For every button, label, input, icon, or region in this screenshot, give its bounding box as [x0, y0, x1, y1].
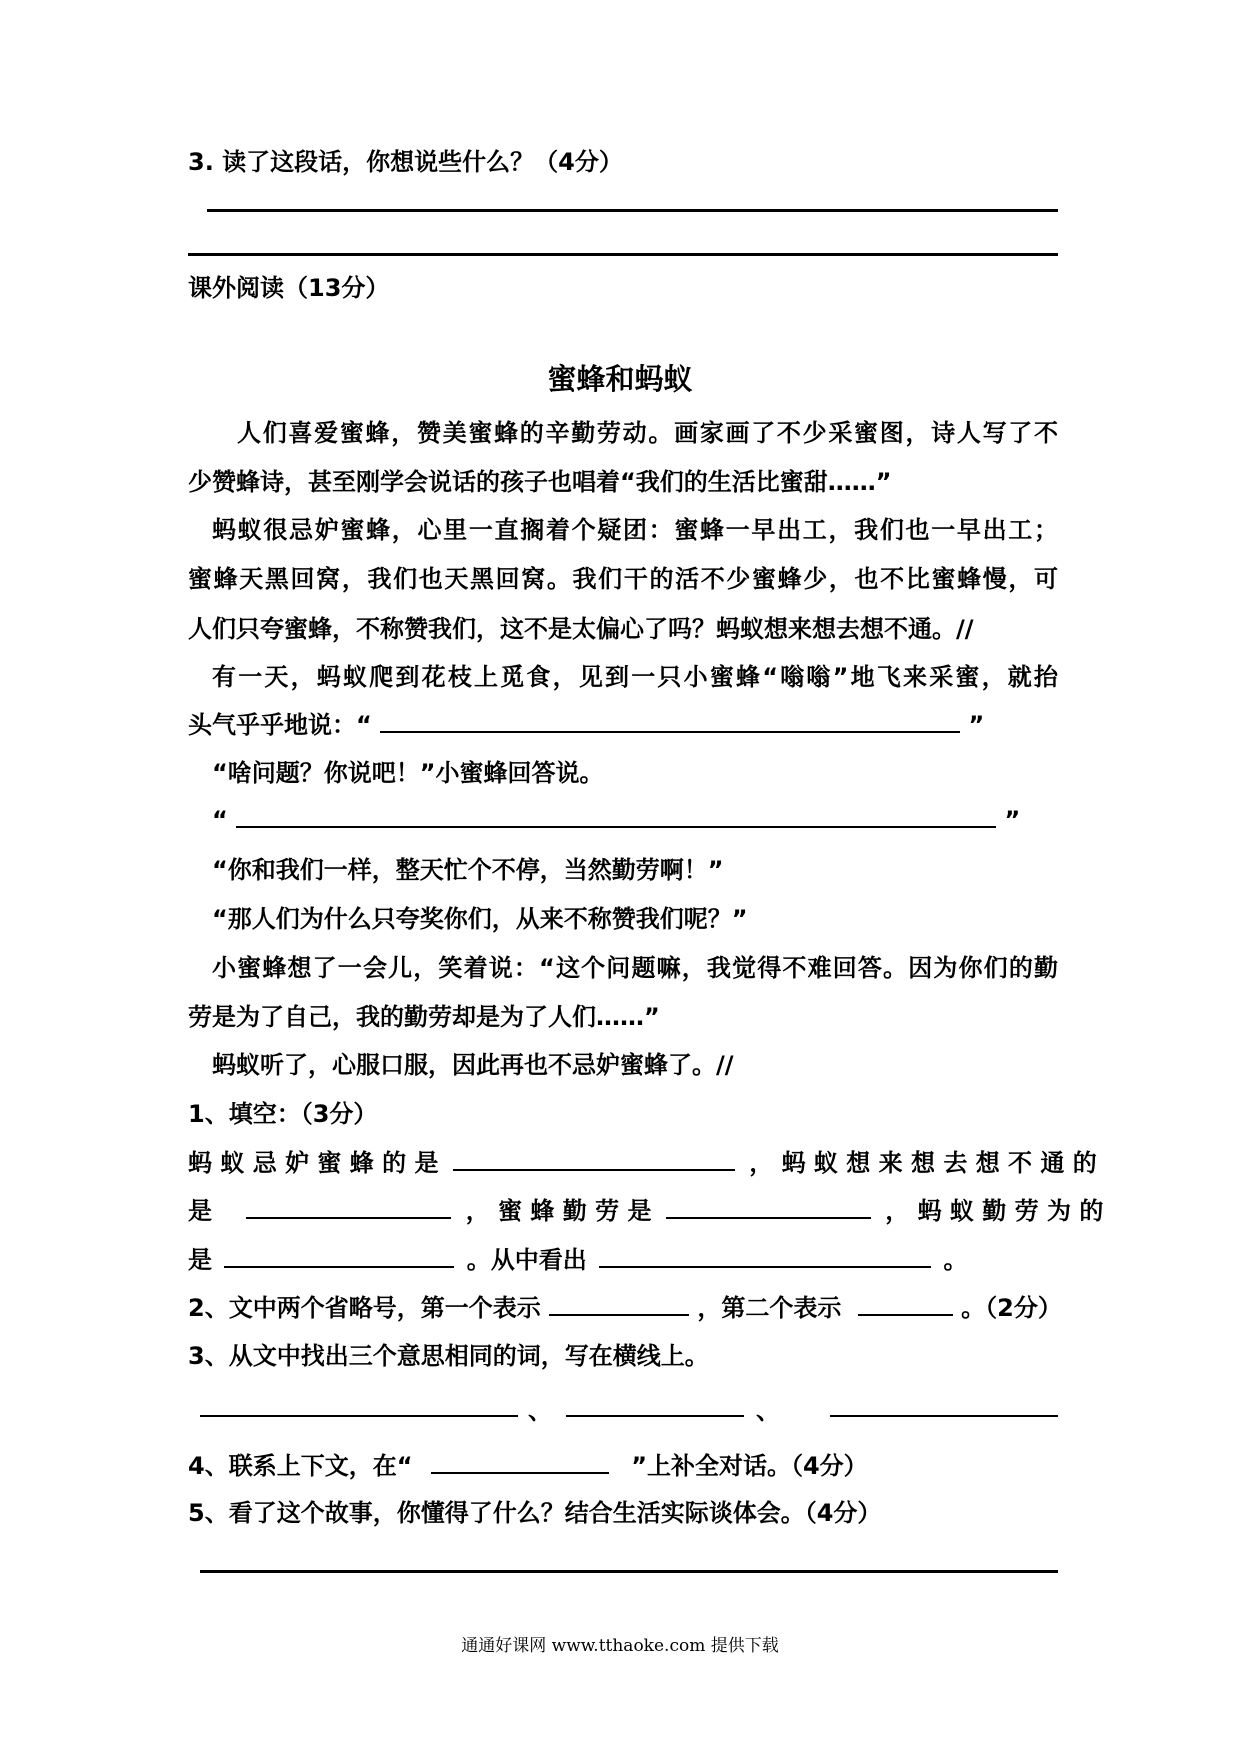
- answer-blank[interactable]: [224, 1244, 454, 1268]
- passage-line: 人们只夸蜜蜂，不称赞我们，这不是太偏心了吗？蚂蚁想来想去想不通。//: [188, 615, 974, 643]
- answer-blank[interactable]: [599, 1244, 931, 1268]
- question-text: ， 蚂 蚁 勤 劳 为 的: [885, 1197, 1104, 1225]
- question-1-line: [188, 1146, 1097, 1180]
- question-1-line: [188, 1243, 1058, 1277]
- answer-blank[interactable]: [858, 1292, 953, 1316]
- question-3b-label: 3、从文中找出三个意思相同的词，写在横线上。: [188, 1342, 709, 1370]
- quote-mark: ”: [968, 711, 985, 739]
- dialogue-blank[interactable]: [236, 804, 996, 828]
- question-text: 。（2分）: [961, 1294, 1062, 1322]
- section-heading: 课外阅读（13分）: [188, 274, 390, 302]
- passage-line: 蜜蜂天黑回窝，我们也天黑回窝。我们干的活不少蜜蜂少，也不比蜜蜂慢，可: [188, 565, 1058, 593]
- passage-line: 小蜜蜂想了一会儿，笑着说：“这个问题嘛，我觉得不难回答。因为你们的勤: [212, 954, 1058, 982]
- question-3-prompt: 3. 读了这段话，你想说些什么？（4分）: [188, 148, 623, 176]
- question-text: 蚂 蚁 忌 妒 蜜 蜂 的 是: [188, 1149, 439, 1177]
- question-text: 是: [188, 1246, 212, 1274]
- question-text: ， 蚂 蚁 想 来 想 去 想 不 通 的: [749, 1149, 1097, 1177]
- answer-line[interactable]: [830, 1415, 1058, 1417]
- question-text: 4、联系上下文，在“: [188, 1452, 413, 1480]
- question-1-label: 1、填空：（3分）: [188, 1100, 378, 1128]
- question-text: ”上补全对话。（4分）: [631, 1452, 868, 1480]
- separator: 、: [756, 1397, 780, 1425]
- question-text: ， 蜜 蜂 勤 劳 是: [465, 1197, 652, 1225]
- passage-line: 少赞蜂诗，甚至刚学会说话的孩子也唱着“我们的生活比蜜甜……”: [188, 468, 892, 496]
- question-text: 2、文中两个省略号，第一个表示: [188, 1294, 541, 1322]
- answer-blank[interactable]: [453, 1147, 735, 1171]
- passage-line: 蚂蚁很忌妒蜜蜂，心里一直搁着个疑团：蜜蜂一早出工，我们也一早出工；: [212, 516, 1058, 544]
- passage-line: “你和我们一样，整天忙个不停，当然勤劳啊！”: [212, 856, 724, 884]
- question-4-line: [188, 1449, 1058, 1483]
- answer-line: [207, 209, 1058, 212]
- passage-line: 有一天，蚂蚁爬到花枝上觅食，见到一只小蜜蜂“嗡嗡”地飞来采蜜，就抬: [212, 663, 1058, 691]
- passage-line: “那人们为什么只夸奖你们，从来不称赞我们呢？”: [212, 905, 748, 933]
- footer-credit: 通通好课网 www.tthaoke.com 提供下载: [461, 1636, 779, 1656]
- passage-line: 人们喜爱蜜蜂，赞美蜜蜂的辛勤劳动。画家画了不少采蜜图，诗人写了不: [237, 419, 1058, 447]
- dialogue-blank[interactable]: [380, 709, 960, 733]
- answer-blank[interactable]: [549, 1292, 689, 1316]
- passage-line-with-blank: [188, 708, 1058, 742]
- answer-blank[interactable]: [431, 1450, 609, 1474]
- question-1-line: [188, 1194, 1104, 1228]
- question-text: ，第二个表示: [697, 1294, 842, 1322]
- quote-mark: ”: [1004, 806, 1021, 834]
- question-text: 是: [188, 1197, 212, 1225]
- passage-line: 蚂蚁听了，心服口服，因此再也不忌妒蜜蜂了。//: [212, 1051, 734, 1079]
- passage-line: “啥问题？你说吧！”小蜜蜂回答说。: [212, 759, 604, 787]
- quote-mark: “: [212, 806, 228, 834]
- question-5-label: 5、看了这个故事，你懂得了什么？结合生活实际谈体会。（4分）: [188, 1499, 882, 1527]
- passage-line-with-blank: [212, 803, 1082, 837]
- passage-text: 头气乎乎地说：“: [188, 711, 372, 739]
- answer-line: [188, 253, 1058, 256]
- answer-line[interactable]: [566, 1415, 744, 1417]
- separator: 、: [528, 1397, 552, 1425]
- question-text: 。: [943, 1246, 968, 1274]
- answer-blank[interactable]: [246, 1195, 451, 1219]
- passage-line: 劳是为了自己，我的勤劳却是为了人们……”: [188, 1003, 660, 1031]
- answer-line[interactable]: [200, 1415, 518, 1417]
- passage-title: 蜜蜂和蚂蚁: [547, 362, 693, 396]
- answer-blank[interactable]: [666, 1195, 871, 1219]
- question-2-line: [188, 1291, 1062, 1325]
- question-text: 。从中看出: [466, 1246, 587, 1274]
- answer-line[interactable]: [200, 1570, 1058, 1573]
